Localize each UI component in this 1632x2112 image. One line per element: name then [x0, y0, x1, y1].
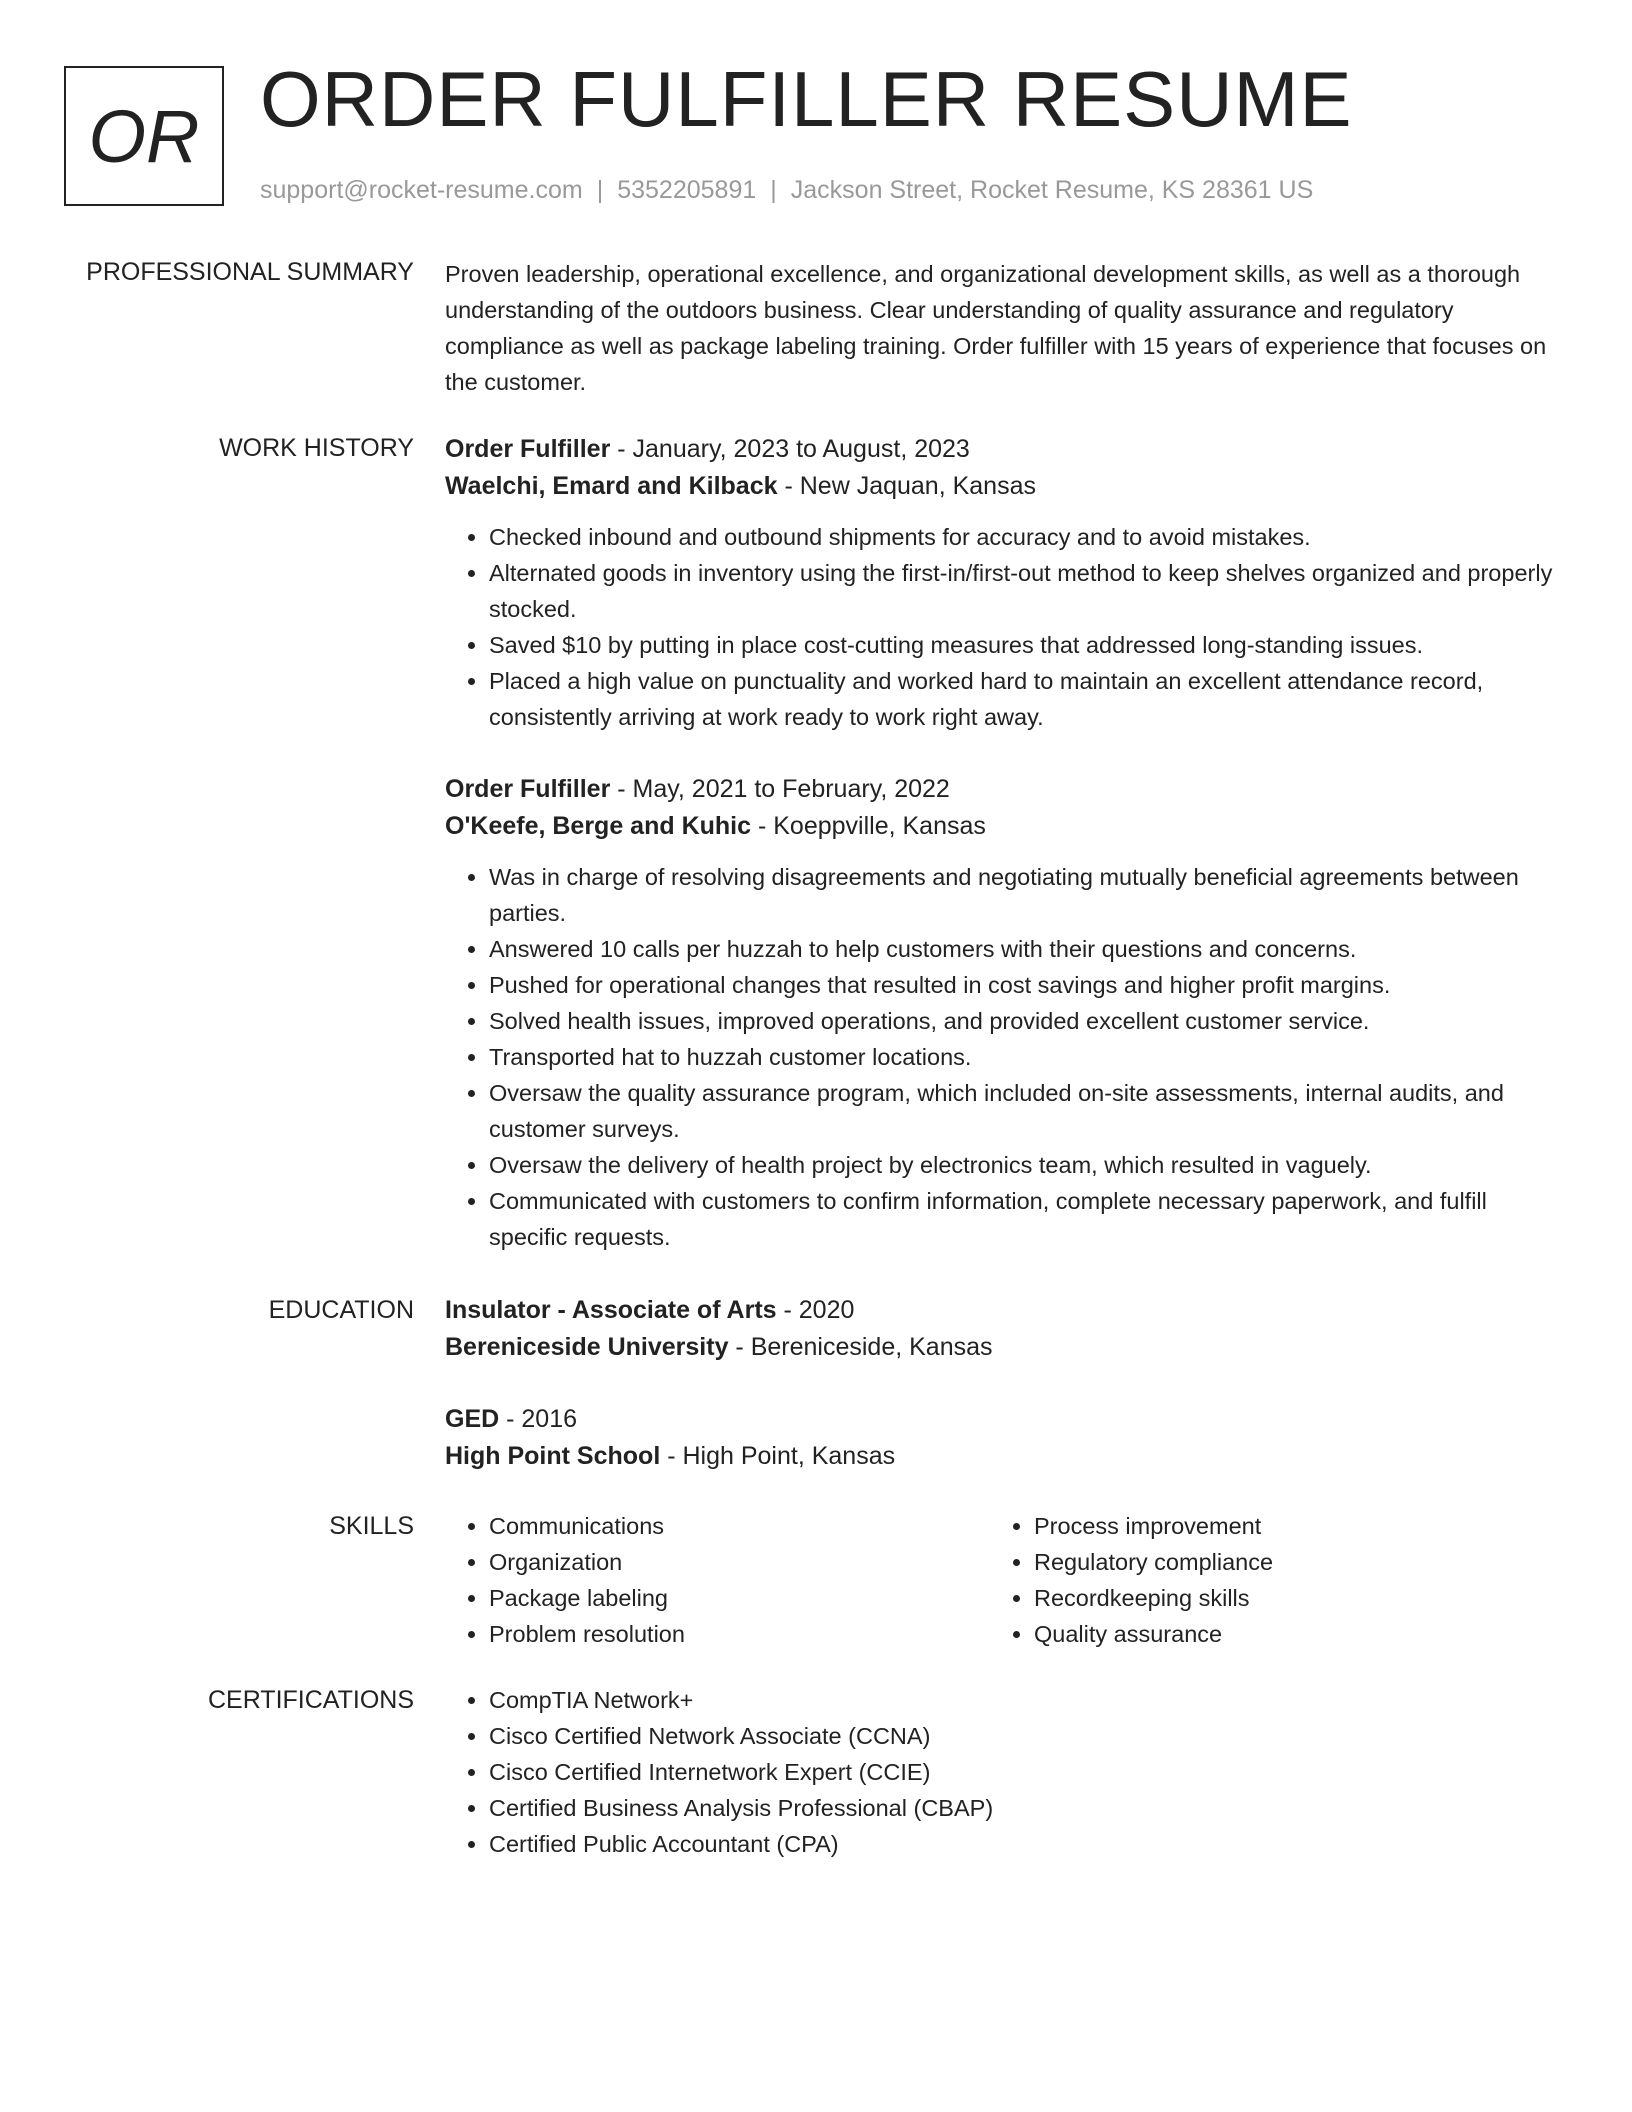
school-line: [445, 1438, 1570, 1475]
list-item: • Answered 10 calls per huzzah to help customers with their questions and concerns.: [489, 931, 1570, 967]
list-item: • Problem resolution: [489, 1616, 965, 1652]
education-entry: [445, 1292, 1570, 1366]
job-dates: - May, 2021 to February, 2022: [610, 775, 950, 803]
skills-list: [445, 1508, 965, 1652]
skills-column-left: [445, 1508, 965, 1652]
list-item: • Checked inbound and outbound shipments for accuracy and to avoid mistakes.: [489, 519, 1570, 555]
list-item: • Saved $10 by putting in place cost-cutting measures that addressed long-standing issues.: [489, 627, 1570, 663]
skills-heading: SKILLS: [329, 1512, 414, 1540]
skills-list: [990, 1508, 1510, 1652]
list-item: • Communications: [489, 1508, 965, 1544]
certifications-column: [445, 1682, 1345, 1862]
list-item: • Recordkeeping skills: [1034, 1580, 1510, 1616]
list-item: • Package labeling: [489, 1580, 965, 1616]
education-heading: EDUCATION: [268, 1296, 414, 1324]
list-item: • Certified Public Accountant (CPA): [489, 1826, 1345, 1862]
job-company-line: [445, 808, 1570, 845]
job-company: O'Keefe, Berge and Kuhic: [445, 812, 752, 840]
degree-line: [445, 1292, 1570, 1329]
job-title: Order Fulfiller: [445, 435, 611, 463]
degree-year: - 2016: [499, 1405, 578, 1433]
work-entry: [445, 431, 1570, 735]
certifications-heading: CERTIFICATIONS: [207, 1686, 414, 1714]
degree-year: - 2020: [776, 1296, 855, 1324]
summary-section: [445, 256, 1570, 400]
monogram-badge: [64, 66, 224, 206]
school-location: - Bereniceside, Kansas: [728, 1333, 993, 1361]
list-item: • Solved health issues, improved operations, and provided excellent customer service.: [489, 1003, 1570, 1039]
contact-address: Jackson Street, Rocket Resume, KS 28361 US: [790, 176, 1314, 204]
contact-line: [260, 176, 1313, 205]
job-duties-list: [445, 519, 1570, 735]
list-item: • Regulatory compliance: [1034, 1544, 1510, 1580]
list-item: • Transported hat to huzzah customer locations.: [489, 1039, 1570, 1075]
job-location: - New Jaquan, Kansas: [777, 472, 1036, 500]
job-dates: - January, 2023 to August, 2023: [610, 435, 970, 463]
list-item: • Communicated with customers to confirm information, complete necessary paperwork, and fulfill specific requests.: [489, 1183, 1570, 1255]
job-title-line: [445, 771, 1570, 808]
list-item: • Process improvement: [1034, 1508, 1510, 1544]
list-item: • Organization: [489, 1544, 965, 1580]
school-name: High Point School: [445, 1442, 661, 1470]
list-item: • Cisco Certified Internetwork Expert (CCIE): [489, 1754, 1345, 1790]
contact-separator: |: [770, 176, 777, 204]
school-name: Bereniceside University: [445, 1333, 729, 1361]
job-company: Waelchi, Emard and Kilback: [445, 472, 778, 500]
degree-name: GED: [445, 1405, 500, 1433]
skills-column-right: [990, 1508, 1510, 1652]
monogram-initials: OR: [88, 94, 200, 178]
summary-heading: PROFESSIONAL SUMMARY: [86, 258, 414, 286]
list-item: • Quality assurance: [1034, 1616, 1510, 1652]
list-item: • Certified Business Analysis Professional (CBAP): [489, 1790, 1345, 1826]
list-item: • Alternated goods in inventory using the first-in/first-out method to keep shelves organized and properly stocked.: [489, 555, 1570, 627]
list-item: • Cisco Certified Network Associate (CCNA): [489, 1718, 1345, 1754]
summary-text: Proven leadership, operational excellence, and organizational development skills, as well as a thorough understanding of the outdoors business. Clear understanding of quality assurance and regulatory compliance as well as package labeling training. Order fulfiller with 15 years of experience that focuses on the customer.: [445, 261, 1547, 395]
degree-line: [445, 1401, 1570, 1438]
list-item: • Placed a high value on punctuality and worked hard to maintain an excellent attendance record, consistently arriving at work ready to work right away.: [489, 663, 1570, 735]
work-history-heading: WORK HISTORY: [219, 434, 414, 462]
school-location: - High Point, Kansas: [660, 1442, 896, 1470]
education-entry: [445, 1401, 1570, 1475]
job-duties-list: [445, 859, 1570, 1255]
list-item: • Pushed for operational changes that resulted in cost savings and higher profit margins.: [489, 967, 1570, 1003]
resume-title: ORDER FULFILLER RESUME: [260, 55, 1353, 143]
certifications-list: [445, 1682, 1345, 1862]
contact-email[interactable]: support@rocket-resume.com: [260, 176, 583, 204]
list-item: • Oversaw the delivery of health project by electronics team, which resulted in vaguely.: [489, 1147, 1570, 1183]
job-location: - Koeppville, Kansas: [751, 812, 986, 840]
list-item: • Oversaw the quality assurance program, which included on-site assessments, internal audits, and customer surveys.: [489, 1075, 1570, 1147]
degree-name: Insulator - Associate of Arts: [445, 1296, 777, 1324]
job-title: Order Fulfiller: [445, 775, 611, 803]
contact-separator: |: [596, 176, 604, 204]
school-line: [445, 1329, 1570, 1366]
job-company-line: [445, 468, 1570, 505]
work-entry: [445, 771, 1570, 1255]
job-title-line: [445, 431, 1570, 468]
contact-phone[interactable]: 5352205891: [617, 176, 757, 204]
list-item: • Was in charge of resolving disagreements and negotiating mutually beneficial agreements between parties.: [489, 859, 1570, 931]
list-item: • CompTIA Network+: [489, 1682, 1345, 1718]
